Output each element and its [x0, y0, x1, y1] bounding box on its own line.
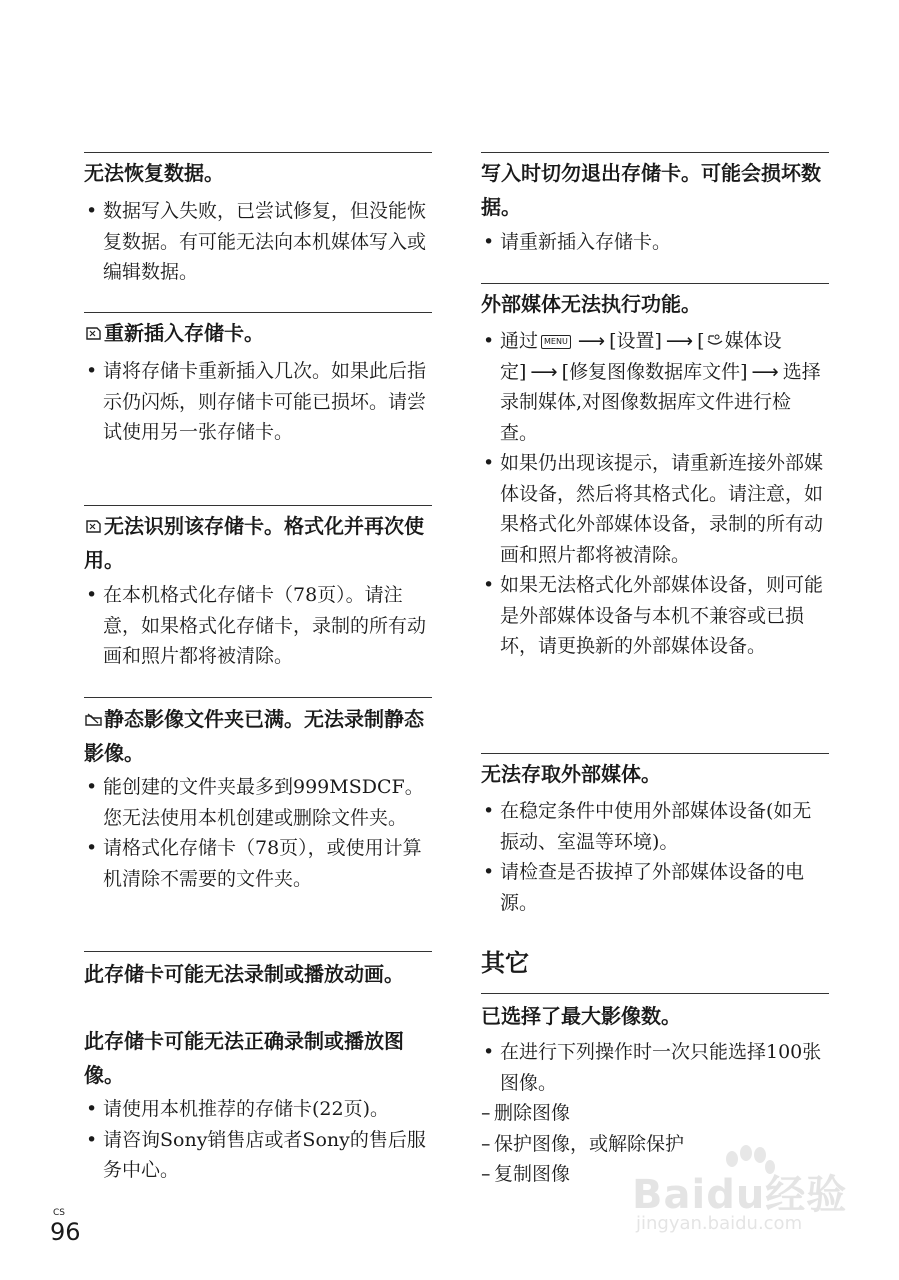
step-text: 通过: [500, 330, 539, 352]
bullet-item: • 在本机格式化存储卡（78页）。请注意，如果格式化存储卡，录制的所有动画和照片都将被清除。: [84, 580, 432, 672]
dash-item: – 复制图像: [481, 1159, 829, 1190]
section-divider: [84, 951, 432, 952]
bullet-item: • 请咨询Sony销售店或者Sony的售后服务中心。: [84, 1125, 432, 1186]
section-heading-text: 无法识别该存储卡。格式化并再次使用。: [84, 514, 424, 572]
bullet-item: • 数据写入失败，已尝试修复，但没能恢复数据。有可能无法向本机媒体写入或编辑数据。: [84, 196, 432, 288]
bullet-item: • 请格式化存储卡（78页），或使用计算机清除不需要的文件夹。: [84, 833, 432, 894]
section-body: [481, 326, 829, 662]
section-body: [84, 580, 432, 672]
section-heading: [84, 316, 432, 350]
step-text: [修复图像数据库文件]: [561, 360, 748, 383]
section-heading: [84, 509, 432, 577]
bullet-item: • 能创建的文件夹最多到999MSDCF。您无法使用本机创建或删除文件夹。: [84, 772, 432, 833]
section-heading: 无法存取外部媒体。: [481, 762, 661, 786]
arrow-right-icon: ⟶: [751, 360, 779, 383]
watermark-url: jingyan.baidu.com: [636, 1213, 803, 1234]
section-heading: 此存储卡可能无法录制或播放动画。: [84, 962, 404, 986]
section-divider: [84, 505, 432, 506]
section-heading: 写入时切勿退出存储卡。可能会损坏数据。: [481, 161, 821, 219]
bullet-item: • 在进行下列操作时一次只能选择100张图像。: [481, 1037, 829, 1098]
step-text: 媒体设定]: [500, 330, 782, 383]
bullet-item: [481, 326, 829, 448]
section-divider: [481, 753, 829, 754]
menu-button-icon: MENU: [541, 335, 571, 349]
section-divider: [84, 697, 432, 698]
section-heading: 已选择了最大影像数。: [481, 1004, 681, 1028]
section-divider: [84, 152, 432, 153]
section-body: [84, 356, 432, 448]
section-heading: [84, 702, 432, 770]
dash-item: – 删除图像: [481, 1098, 829, 1129]
dash-item: – 保护图像，或解除保护: [481, 1129, 829, 1160]
step-text: [设置]: [609, 330, 662, 352]
bullet-item: • 如果无法格式化外部媒体设备，则可能是外部媒体设备与本机不兼容或已损坏，请更换新的外部媒体设备。: [481, 570, 829, 662]
step-text: [: [697, 330, 705, 352]
section-heading-text: 重新插入存储卡。: [104, 321, 264, 345]
section-heading: 无法恢复数据。: [84, 161, 224, 185]
watermark: [632, 1145, 892, 1245]
section-body: [84, 772, 432, 894]
memory-card-icon: [84, 325, 104, 341]
section-heading-text: 静态影像文件夹已满。无法录制静态影像。: [84, 707, 424, 765]
step-text: 选择录制媒体,对图像数据库文件进行检查。: [500, 360, 821, 444]
section-body: [481, 227, 829, 258]
bullet-item: • 请检查是否拔掉了外部媒体设备的电源。: [481, 857, 829, 918]
bullet-item: • 如果仍出现该提示，请重新连接外部媒体设备，然后将其格式化。请注意，如果格式化外部媒体设备，录制的所有动画和照片都将被清除。: [481, 448, 829, 570]
section-heading: 外部媒体无法执行功能。: [481, 292, 701, 316]
section-divider: [481, 993, 829, 994]
section-divider: [481, 283, 829, 284]
bullet-item: • 请重新插入存储卡。: [481, 227, 829, 258]
watermark-brand: Baidu经验: [632, 1172, 848, 1218]
arrow-right-icon: ⟶: [577, 330, 606, 352]
section-divider: [84, 312, 432, 313]
page-language-code: CS: [53, 1208, 65, 1218]
folder-icon: [84, 711, 104, 727]
section-body: [84, 1094, 432, 1186]
section-divider: [481, 152, 829, 153]
bullet-item: • 请将存储卡重新插入几次。如果此后指示仍闪烁，则存储卡可能已损坏。请尝试使用另一张存储卡。: [84, 356, 432, 448]
media-settings-icon: [705, 332, 725, 348]
section-heading: 此存储卡可能无法正确录制或播放图像。: [84, 1029, 404, 1087]
arrow-right-icon: ⟶: [530, 360, 558, 383]
arrow-right-icon: ⟶: [665, 330, 694, 352]
page-number: 96: [50, 1218, 81, 1246]
bullet-item: • 请使用本机推荐的存储卡(22页)。: [84, 1094, 432, 1125]
section-body: [84, 196, 432, 288]
bullet-item: • 在稳定条件中使用外部媒体设备(如无振动、室温等环境)。: [481, 796, 829, 857]
memory-card-icon: [84, 518, 104, 534]
section-body: [481, 796, 829, 918]
section-title: 其它: [481, 949, 529, 977]
